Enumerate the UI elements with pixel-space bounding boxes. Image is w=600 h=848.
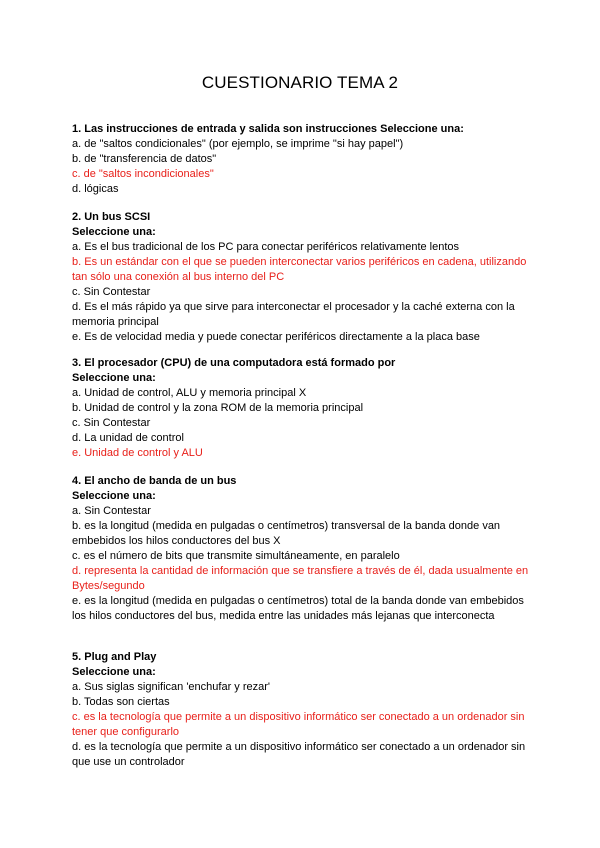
question-heading: 1. Las instrucciones de entrada y salida son instrucciones Seleccione una: [72,123,464,135]
question-3 [72,356,532,461]
question-5 [72,650,532,770]
question-prompt: Seleccione una: [72,666,156,678]
page-title: CUESTIONARIO TEMA 2 [201,73,399,92]
option-b: b. de "transferencia de datos" [72,153,217,165]
option-b: b. es la longitud (medida en pulgadas o centímetros) transversal de la banda donde van embebidos los hilos conductores del bus X [72,520,501,547]
question-heading: 5. Plug and Play [72,651,157,663]
option-d: d. es la tecnología que permite a un dispositivo informático ser conectado a un ordenador sin que use un controlador [72,741,526,768]
option-e: e. Es de velocidad media y puede conectar periféricos directamente a la placa base [72,331,480,343]
option-b: b. Unidad de control y la zona ROM de la memoria principal [72,402,364,414]
option-e-correct: e. Unidad de control y ALU [72,447,203,459]
option-d-correct: d. representa la cantidad de información que se transfiere a través de él, dada usualmente en Bytes/segundo [72,565,529,592]
option-b: b. Todas son ciertas [72,696,170,708]
option-c: c. es el número de bits que transmite simultáneamente, en paralelo [72,550,400,562]
option-c-correct: c. es la tecnología que permite a un dispositivo informático ser conectado a un ordenador sin tener que configurarlo [72,711,525,738]
option-d: d. lógicas [72,183,119,195]
option-c-correct: c. de "saltos incondicionales" [72,168,214,180]
option-a: a. Unidad de control, ALU y memoria principal X [72,387,307,399]
question-prompt: Seleccione una: [72,226,156,238]
question-heading: 4. El ancho de banda de un bus [72,475,237,487]
option-e: e. es la longitud (medida en pulgadas o centímetros) total de la banda donde van embebidos los hilos conductores del bus, medida entre las unidades más lejanas que interconecta [72,595,524,622]
question-prompt: Seleccione una: [72,372,156,384]
option-b-correct: b. Es un estándar con el que se pueden interconectar varios periféricos en cadena, utilizando tan sólo una conexión al bus interno del PC [72,256,527,283]
question-2 [72,210,532,345]
option-a: a. Sin Contestar [72,505,151,517]
option-a: a. de "saltos condicionales" (por ejemplo, se imprime "si hay papel") [72,138,404,150]
option-a: a. Sus siglas significan 'enchufar y rezar' [72,681,271,693]
question-1 [72,122,532,197]
option-d: d. Es el más rápido ya que sirve para interconectar el procesador y la caché externa con la memoria principal [72,301,515,328]
question-heading: 2. Un bus SCSI [72,211,151,223]
option-d: d. La unidad de control [72,432,184,444]
option-a: a. Es el bus tradicional de los PC para conectar periféricos relativamente lentos [72,241,460,253]
question-heading: 3. El procesador (CPU) de una computadora está formado por [72,357,396,369]
question-4 [72,474,532,624]
option-c: c. Sin Contestar [72,286,151,298]
option-c: c. Sin Contestar [72,417,151,429]
question-prompt: Seleccione una: [72,490,156,502]
